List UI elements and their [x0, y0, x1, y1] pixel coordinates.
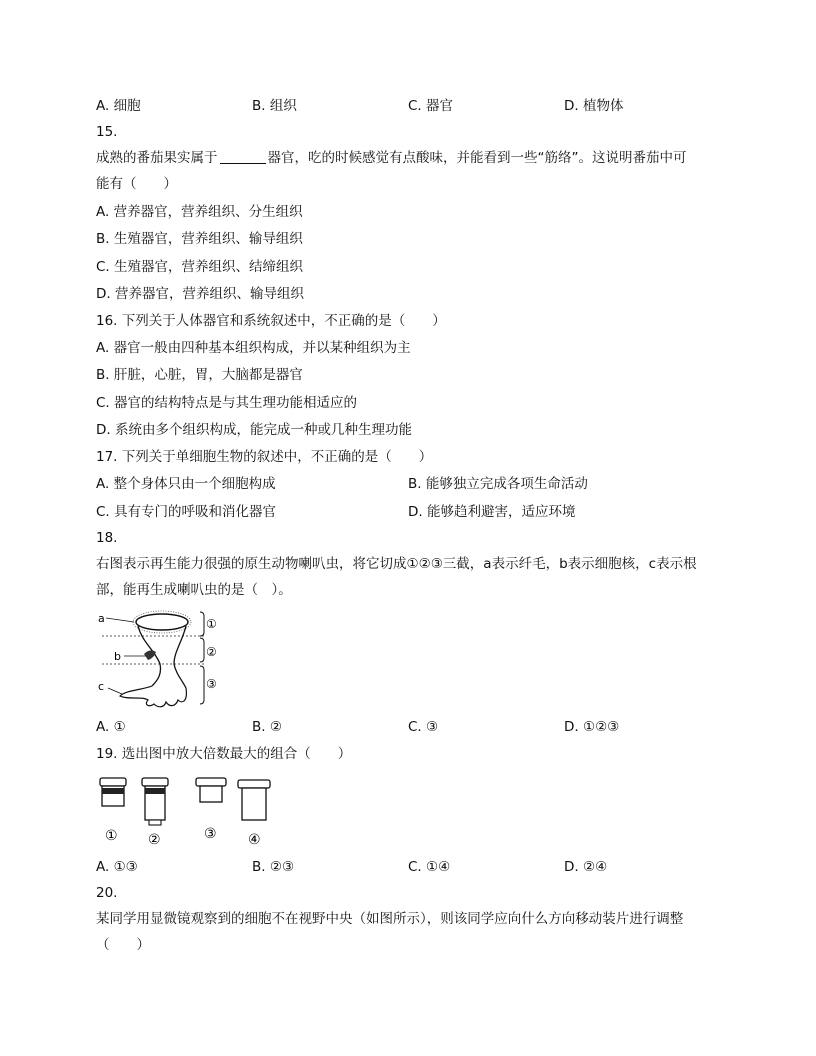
- lens-label-2: ②: [148, 832, 161, 848]
- q14-option-d: D. 植物体: [564, 98, 624, 114]
- q15-stem-part2: 器官，吃的时候感觉有点酸味，并能看到一些“筋络”。这说明番茄中可: [267, 150, 687, 166]
- q19-options: [96, 857, 736, 877]
- q16-option-c: C. 器官的结构特点是与其生理功能相适应的: [96, 395, 358, 411]
- lens-label-4: ④: [248, 832, 261, 848]
- lens-label-3: ③: [204, 826, 217, 842]
- bracket-3: [200, 666, 204, 704]
- q16-option-d: D. 系统由多个组织构成，能完成一种或几种生理功能: [96, 422, 412, 438]
- nucleus: [144, 650, 156, 660]
- bracket-2: [200, 638, 204, 662]
- root-pointer: [108, 688, 122, 694]
- cilia-pointer: [106, 618, 134, 622]
- lens-2-icon: [142, 778, 168, 825]
- q14-option-b: B. 组织: [252, 98, 297, 114]
- q18-option-d: D. ①②③: [564, 719, 620, 735]
- q20-number: 20.: [96, 885, 118, 901]
- q14-options: [96, 96, 736, 116]
- q15-option-d: D. 营养器官，营养组织、输导组织: [96, 286, 304, 302]
- q15-option-a: A. 营养器官，营养组织、分生组织: [96, 204, 303, 220]
- microscope-lenses-figure: [94, 774, 280, 850]
- q16-option-b: B. 肝脏，心脏，胃，大脑都是器官: [96, 367, 303, 383]
- q15-stem-part1: 成熟的番茄果实属于: [96, 150, 218, 166]
- q17-option-d: D. 能够趋利避害，适应环境: [408, 504, 576, 520]
- q15-answer-blank: [220, 149, 266, 164]
- q17-option-a: A. 整个身体只由一个细胞构成: [96, 476, 276, 492]
- q18-option-c: C. ③: [408, 719, 439, 735]
- q14-option-a: A. 细胞: [96, 98, 141, 114]
- q16-stem: 16. 下列关于人体器官和系统叙述中，不正确的是（ ）: [96, 313, 446, 329]
- label-section-3: ③: [206, 677, 217, 691]
- q18-options: [96, 717, 736, 737]
- q16-option-a: A. 器官一般由四种基本组织构成，并以某种组织为主: [96, 340, 411, 356]
- q15-number: 15.: [96, 124, 118, 140]
- oral-disc: [136, 614, 188, 630]
- lens-label-1: ①: [105, 828, 118, 844]
- q17-options-row2: [96, 502, 736, 522]
- q19-option-b: B. ②③: [252, 859, 295, 875]
- q15-stem: [96, 148, 687, 168]
- lens-3-icon: [196, 778, 226, 802]
- label-section-2: ②: [206, 645, 217, 659]
- q17-option-c: C. 具有专门的呼吸和消化器官: [96, 504, 277, 520]
- q18-number: 18.: [96, 530, 118, 546]
- q18-option-a: A. ①: [96, 719, 126, 735]
- q19-option-d: D. ②④: [564, 859, 608, 875]
- q19-option-a: A. ①③: [96, 859, 138, 875]
- q18-option-b: B. ②: [252, 719, 282, 735]
- q15-option-b: B. 生殖器官，营养组织、输导组织: [96, 231, 303, 247]
- q15-option-c: C. 生殖器官，营养组织、结缔组织: [96, 259, 304, 275]
- body-right-outline: [174, 626, 186, 688]
- q19-option-c: C. ①④: [408, 859, 451, 875]
- lens-1-icon: [100, 778, 126, 806]
- q15-stem-line2: 能有（ ）: [96, 176, 177, 192]
- label-c: c: [98, 680, 105, 693]
- lens-4-icon: [238, 780, 270, 820]
- q14-option-c: C. 器官: [408, 98, 454, 114]
- root-holdfast: [120, 686, 186, 707]
- label-a: a: [98, 612, 105, 625]
- q17-stem: 17. 下列关于单细胞生物的叙述中，不正确的是（ ）: [96, 449, 433, 465]
- q20-stem-line2: （ ）: [96, 937, 150, 953]
- label-b: b: [114, 650, 121, 663]
- q19-stem: 19. 选出图中放大倍数最大的组合（ ）: [96, 746, 352, 762]
- q20-stem-line1: 某同学用显微镜观察到的细胞不在视野中央（如图所示），则该同学应向什么方向移动装片进行调整: [96, 911, 684, 927]
- label-section-1: ①: [206, 617, 217, 631]
- q17-options-row1: [96, 474, 736, 494]
- bracket-1: [200, 612, 204, 636]
- q18-stem-line1: 右图表示再生能力很强的原生动物喇叭虫，将它切成①②③三截，a表示纤毛，b表示细胞核，c表示根: [96, 556, 697, 572]
- q18-stem-line2: 部，能再生成喇叭虫的是（ ）。: [96, 582, 292, 598]
- q17-option-b: B. 能够独立完成各项生命活动: [408, 476, 588, 492]
- trumpet-animalcule-figure: [96, 608, 226, 710]
